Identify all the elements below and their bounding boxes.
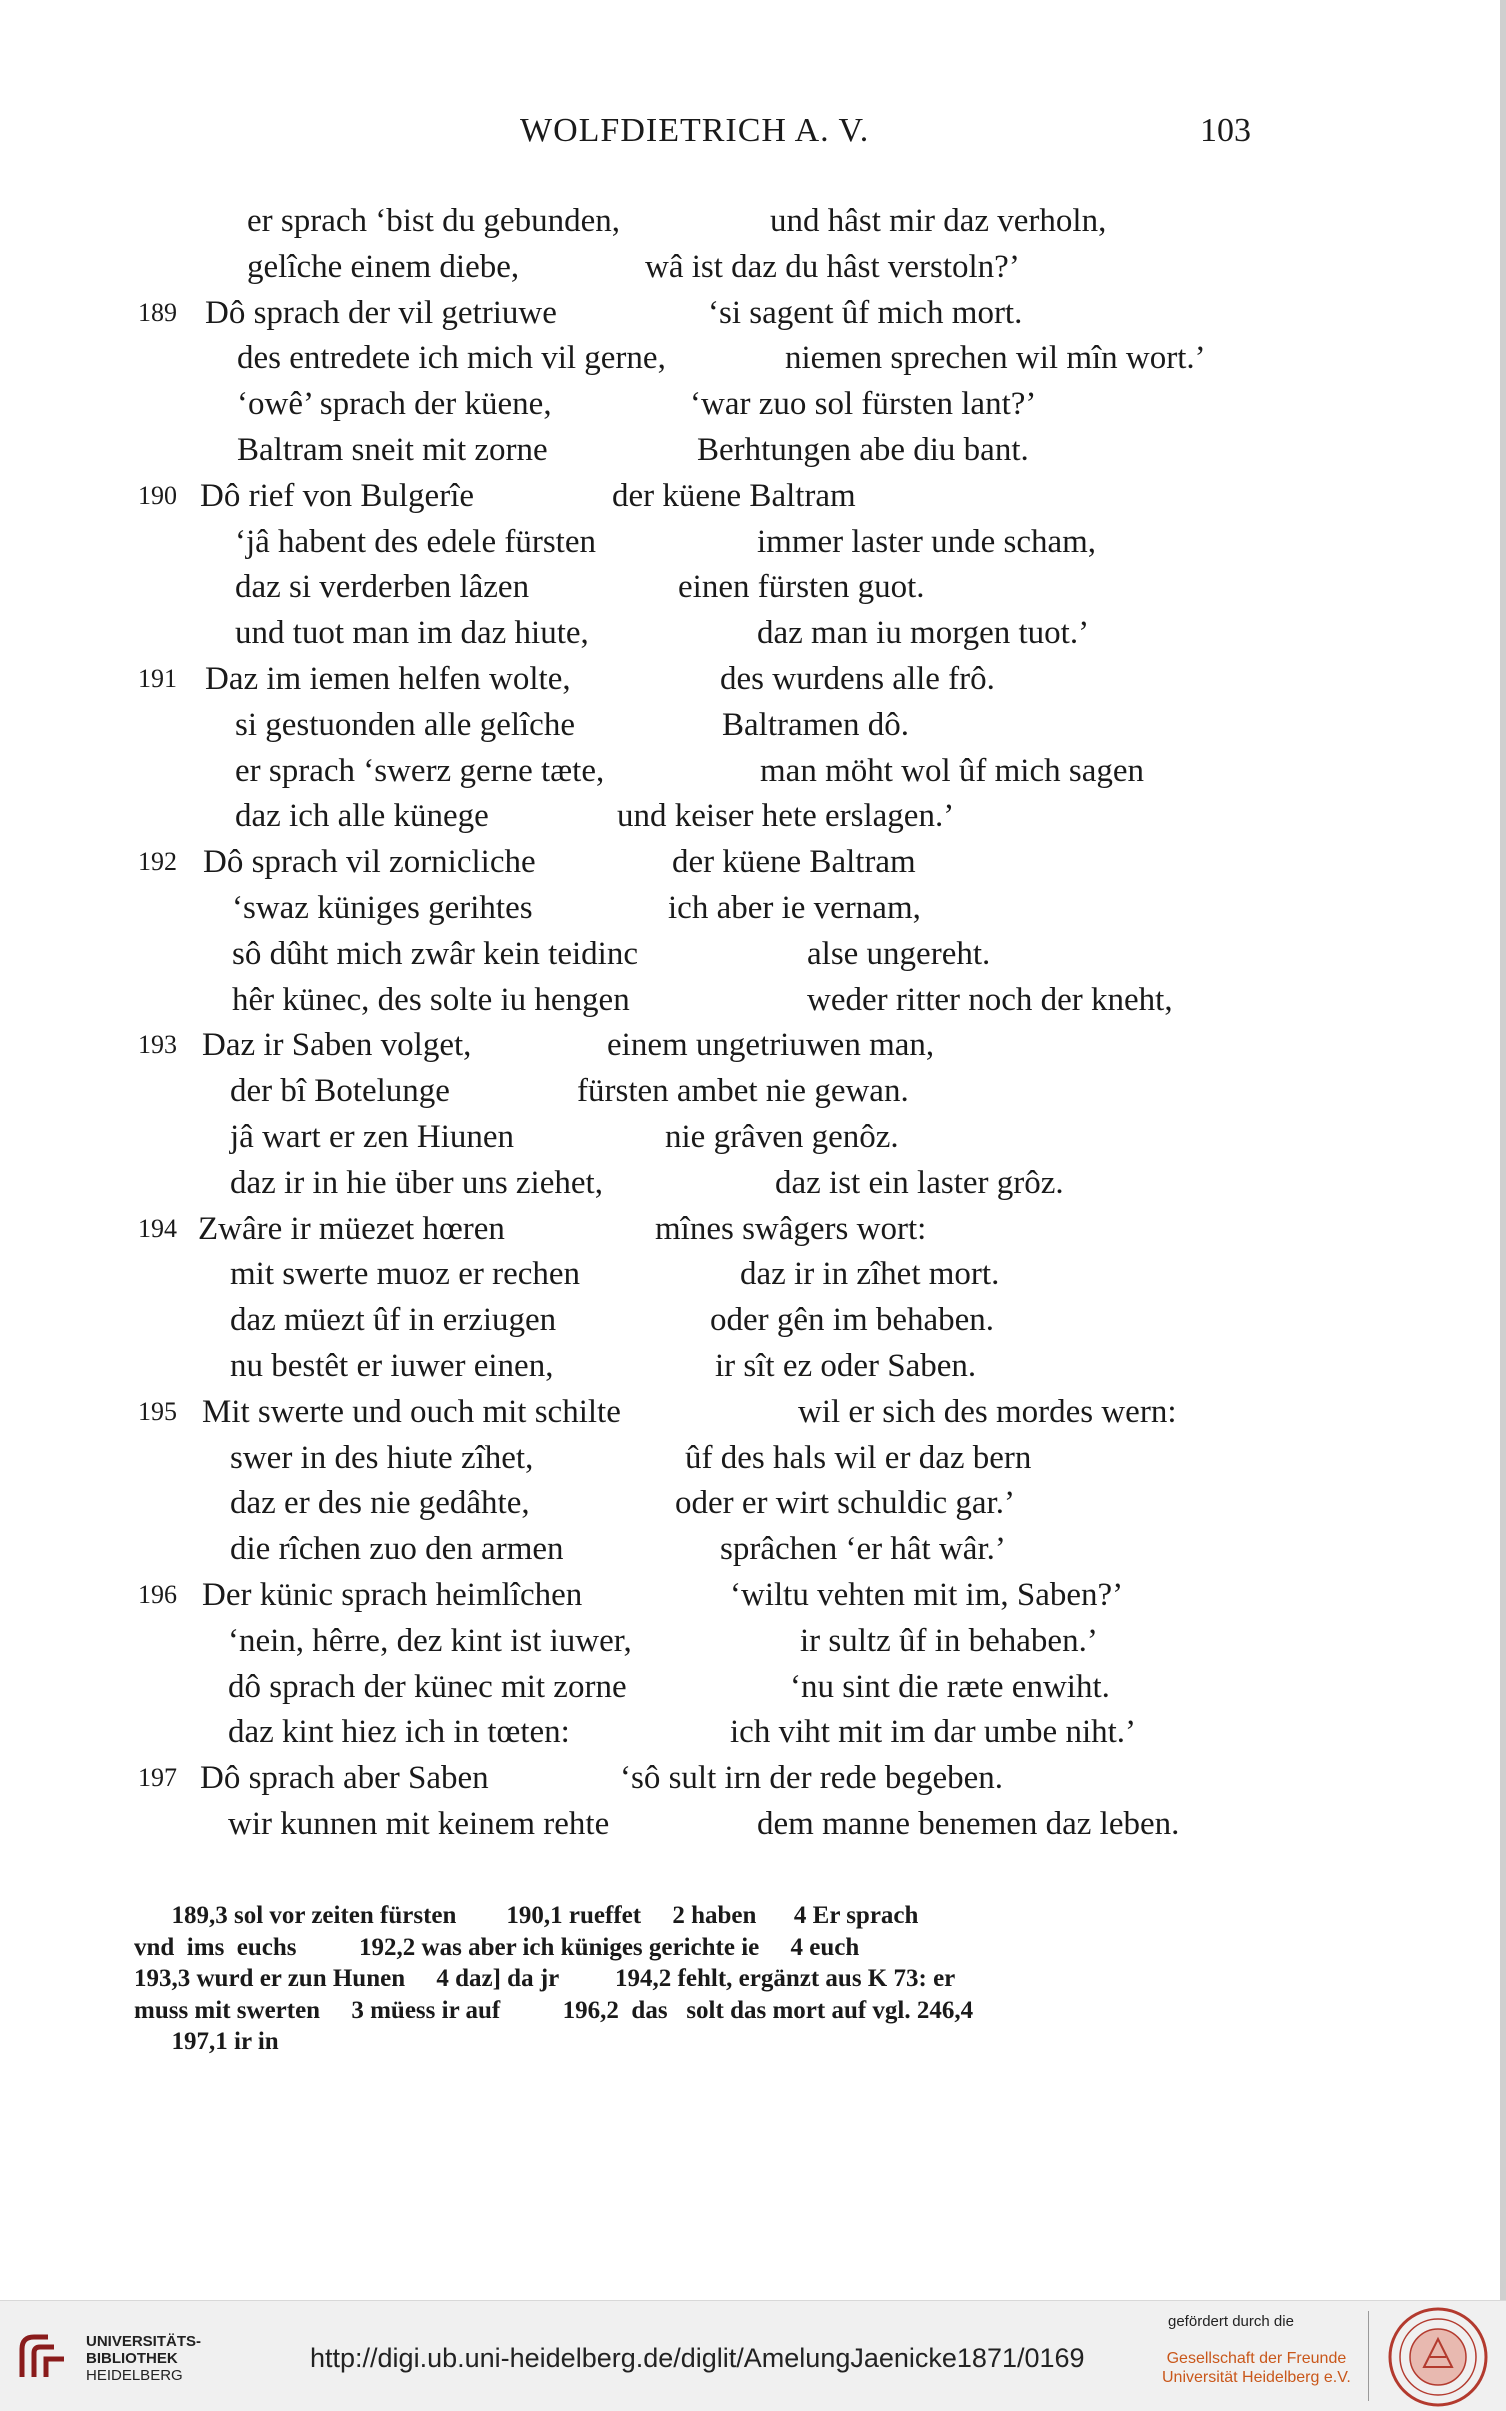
second-half-line: und hâst mir daz verholn, — [770, 203, 1107, 239]
first-half-line: Dô sprach aber Saben — [200, 1760, 489, 1797]
verse-line — [0, 702, 1506, 748]
second-half-line: wâ ist daz du hâst verstoln?’ — [645, 248, 1020, 285]
first-half-line: Baltram sneit mit zorne — [237, 431, 548, 468]
stanza-number: 193 — [138, 1030, 177, 1060]
sponsor-name[interactable] — [1162, 2349, 1351, 2387]
second-half-line: niemen sprechen wil mîn wort.’ — [785, 340, 1206, 377]
second-half-line: ‘sô sult irn der rede begeben. — [620, 1760, 1004, 1797]
first-half-line: daz er des nie gedâhte, — [230, 1485, 530, 1522]
first-half-line: jâ wart er zen Hiunen — [230, 1118, 515, 1155]
apparatus-line: muss mit swerten 3 müess ir auf 196,2 das solt das mort auf vgl. 246,4 — [134, 1996, 974, 2024]
apparatus-line: 193,3 wurd er zun Hunen 4 daz] da jr 194,2 fehlt, ergänzt aus K 73: er — [134, 1965, 956, 1992]
second-half-line: wil er sich des mordes wern: — [798, 1393, 1177, 1430]
stanza-number: 189 — [138, 297, 177, 327]
critical-apparatus — [134, 1900, 1244, 2058]
stanza-number: 195 — [138, 1396, 177, 1426]
second-half-line: Baltramen dô. — [722, 706, 909, 743]
verse-line — [0, 290, 1506, 336]
second-half-line: oder gên im behaben. — [710, 1302, 995, 1339]
library-logo-icon — [14, 2327, 74, 2387]
verse-line — [0, 931, 1506, 977]
first-half-line: des entredete ich mich vil gerne, — [237, 340, 666, 377]
page-url-link[interactable]: http://digi.ub.uni-heidelberg.de/diglit/AmelungJaenicke1871/0169 — [310, 2343, 1085, 2373]
verse-line — [0, 977, 1506, 1023]
verse-line — [0, 244, 1506, 290]
verse-line — [0, 1389, 1506, 1435]
second-half-line: mînes swâgers wort: — [655, 1210, 927, 1247]
second-half-line: und keiser hete erslagen.’ — [617, 798, 955, 835]
page-number: 103 — [1200, 112, 1251, 149]
second-half-line: ir sultz ûf in behaben.’ — [800, 1622, 1098, 1659]
verse-line — [0, 519, 1506, 565]
first-half-line: der bî Botelunge — [230, 1073, 450, 1110]
second-half-line: ‘si sagent ûf mich mort. — [708, 294, 1023, 331]
verse-line — [0, 1664, 1506, 1710]
first-half-line: ‘owê’ sprach der küene, — [237, 386, 552, 423]
second-half-line: ich aber ie vernam, — [668, 889, 921, 926]
library-name-line: BIBLIOTHEK — [86, 2350, 178, 2367]
sponsor-label: gefördert durch die — [1168, 2313, 1294, 2330]
verse-line — [0, 427, 1506, 473]
second-half-line: sprâchen ‘er hât wâr.’ — [720, 1531, 1006, 1568]
verse-line — [0, 335, 1506, 381]
verse-line — [0, 473, 1506, 519]
second-half-line: ich viht mit im dar umbe niht.’ — [730, 1714, 1137, 1751]
verse-line — [0, 1160, 1506, 1206]
first-half-line: nu bestêt er iuwer einen, — [230, 1347, 554, 1384]
verse-line — [0, 564, 1506, 610]
verse-line — [0, 1068, 1506, 1114]
first-half-line: daz müezt ûf in erziugen — [230, 1302, 557, 1339]
sponsor-divider — [1368, 2311, 1369, 2401]
second-half-line: ir sît ez oder Saben. — [715, 1347, 977, 1384]
first-half-line: Daz im iemen helfen wolte, — [205, 660, 571, 697]
first-half-line: er sprach ‘swerz gerne tæte, — [235, 752, 605, 789]
first-half-line: und tuot man im daz hiute, — [235, 615, 589, 652]
verse-line — [0, 198, 1506, 244]
verse-line — [0, 1755, 1506, 1801]
library-name-line: HEIDELBERG — [86, 2367, 183, 2384]
second-half-line: dem manne benemen daz leben. — [757, 1805, 1180, 1842]
sponsor-name-line: Gesellschaft der Freunde — [1166, 2350, 1347, 2367]
first-half-line: daz kint hiez ich in tœten: — [228, 1714, 570, 1751]
first-half-line: daz si verderben lâzen — [235, 569, 530, 606]
second-half-line: fürsten ambet nie gewan. — [577, 1073, 909, 1110]
verse-line — [0, 1251, 1506, 1297]
first-half-line: mit swerte muoz er rechen — [230, 1256, 581, 1293]
first-half-line: hêr künec, des solte iu hengen — [232, 981, 630, 1018]
first-half-line: daz ich alle künege — [235, 798, 489, 835]
second-half-line: weder ritter noch der kneht, — [807, 981, 1173, 1018]
library-name-line: UNIVERSITÄTS- — [86, 2333, 202, 2350]
verse-line — [0, 1297, 1506, 1343]
verse-line — [0, 1526, 1506, 1572]
first-half-line: daz ir in hie über uns ziehet, — [230, 1164, 603, 1201]
verse-line — [0, 1114, 1506, 1160]
second-half-line: einen fürsten guot. — [678, 569, 925, 606]
verse-line — [0, 381, 1506, 427]
verse-line — [0, 610, 1506, 656]
first-half-line: Zwâre ir müezet hœren — [198, 1210, 505, 1247]
second-half-line: der küene Baltram — [672, 844, 916, 881]
verse-text — [0, 198, 1506, 1847]
library-logo[interactable] — [10, 2315, 310, 2395]
first-half-line: dô sprach der künec mit zorne — [228, 1668, 627, 1705]
library-name — [86, 2333, 201, 2384]
stanza-number: 194 — [138, 1213, 177, 1243]
apparatus-line: 189,3 sol vor zeiten fürsten 190,1 rueffet 2 haben 4 Er sprach — [134, 1902, 919, 1929]
verse-line — [0, 656, 1506, 702]
second-half-line: des wurdens alle frô. — [720, 660, 995, 697]
first-half-line: sô dûht mich zwâr kein teidinc — [232, 935, 638, 972]
first-half-line: Der künic sprach heimlîchen — [202, 1576, 583, 1613]
running-title: WOLFDIETRICH A. V. — [520, 112, 870, 149]
first-half-line: ‘jâ habent des edele fürsten — [235, 523, 597, 560]
second-half-line: Berhtungen abe diu bant. — [697, 431, 1029, 468]
verse-line — [0, 748, 1506, 794]
first-half-line: die rîchen zuo den armen — [230, 1531, 564, 1568]
second-half-line: daz man iu morgen tuot.’ — [757, 615, 1090, 652]
verse-line — [0, 1572, 1506, 1618]
verse-line — [0, 1618, 1506, 1664]
verse-line — [0, 1435, 1506, 1481]
first-half-line: Dô rief von Bulgerîe — [200, 477, 475, 514]
first-half-line: gelîche einem diebe, — [247, 248, 520, 285]
second-half-line: daz ist ein laster grôz. — [775, 1164, 1064, 1201]
verse-line — [0, 1480, 1506, 1526]
university-seal-icon — [1386, 2305, 1490, 2409]
first-half-line: Dô sprach vil zornicliche — [203, 844, 536, 881]
second-half-line: der küene Baltram — [612, 477, 856, 514]
first-half-line: ‘swaz küniges gerihtes — [232, 889, 533, 926]
first-half-line: er sprach ‘bist du gebunden, — [247, 203, 620, 239]
page-header — [0, 112, 1506, 156]
first-half-line: swer in des hiute zîhet, — [230, 1439, 534, 1476]
verse-line — [0, 1343, 1506, 1389]
verse-line — [0, 839, 1506, 885]
second-half-line: ‘war zuo sol fürsten lant?’ — [690, 386, 1037, 423]
footer-bar — [0, 2300, 1506, 2411]
second-half-line: einem ungetriuwen man, — [607, 1027, 935, 1064]
first-half-line: wir kunnen mit keinem rehte — [228, 1805, 610, 1842]
verse-line — [0, 1709, 1506, 1755]
verse-line — [0, 885, 1506, 931]
second-half-line: alse ungereht. — [807, 935, 991, 972]
sponsor-name-line: Universität Heidelberg e.V. — [1162, 2369, 1351, 2386]
verse-line — [0, 1022, 1506, 1068]
second-half-line: ‘nu sint die ræte enwiht. — [790, 1668, 1110, 1705]
stanza-number: 191 — [138, 663, 177, 693]
first-half-line: si gestuonden alle gelîche — [235, 706, 575, 743]
stanza-number: 196 — [138, 1579, 177, 1609]
first-half-line: Mit swerte und ouch mit schilte — [202, 1393, 621, 1430]
second-half-line: ûf des hals wil er daz bern — [685, 1439, 1032, 1476]
stanza-number: 197 — [138, 1763, 177, 1793]
first-half-line: Dô sprach der vil getriuwe — [205, 294, 557, 331]
first-half-line: Daz ir Saben volget, — [202, 1027, 472, 1064]
apparatus-line: 197,1 ir in — [134, 2028, 279, 2055]
verse-line — [0, 1801, 1506, 1847]
first-half-line: ‘nein, hêrre, dez kint ist iuwer, — [228, 1622, 632, 1659]
second-half-line: ‘wiltu vehten mit im, Saben?’ — [730, 1576, 1124, 1613]
second-half-line: daz ir in zîhet mort. — [740, 1256, 1000, 1293]
second-half-line: oder er wirt schuldic gar.’ — [675, 1485, 1015, 1522]
second-half-line: nie grâven genôz. — [665, 1118, 899, 1155]
apparatus-line: vnd ims euchs 192,2 was aber ich küniges gerichte ie 4 euch — [134, 1933, 860, 1961]
stanza-number: 190 — [138, 480, 177, 510]
stanza-number: 192 — [138, 847, 177, 877]
verse-line — [0, 1206, 1506, 1252]
second-half-line: immer laster unde scham, — [757, 523, 1097, 560]
verse-line — [0, 793, 1506, 839]
second-half-line: man möht wol ûf mich sagen — [760, 752, 1145, 789]
